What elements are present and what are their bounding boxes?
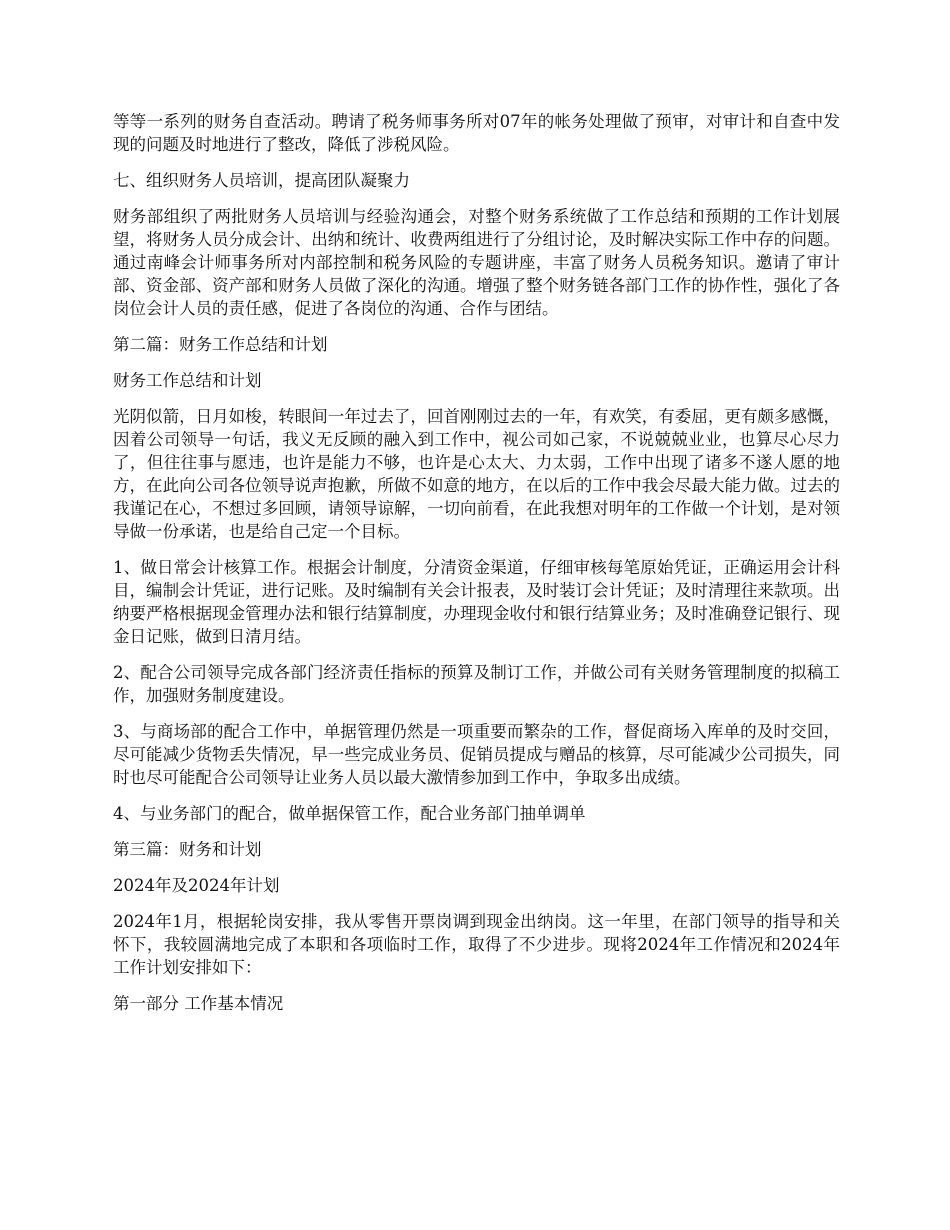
paragraph-item-2: 2、配合公司领导完成各部门经济责任指标的预算及制订工作，并做公司有关财务管理制度的拟稿工作，加强财务制度建设。 xyxy=(113,663,840,705)
paragraph-item-4: 4、与业务部门的配合，做单据保管工作，配合业务部门抽单调单 xyxy=(113,804,586,823)
paragraph-item-1: 1、做日常会计核算工作。根据会计制度，分清资金渠道，仔细审核每笔原始凭证，正确运用会计科目，编制会计凭证，进行记账。及时编制有关会计报表，及时装订会计凭证；及时清理往来款项。出纳要严格根据现金管理办法和银行结算制度，办理现金收付和银行结算业务；及时准确登记银行、现金日记账，做到日清月结。 xyxy=(113,558,840,646)
paragraph-self-audit: 等等一系列的财务自查活动。聘请了税务师事务所对07年的帐务处理做了预审，对审计和自查中发现的问题及时地进行了整改，降低了涉税风险。 xyxy=(113,112,840,154)
heading-part-two: 第二篇：财务工作总结和计划 xyxy=(113,335,328,354)
heading-part-one-basic: 第一部分 工作基本情况 xyxy=(113,994,284,1013)
document-body xyxy=(113,110,840,1028)
heading-section-seven: 七、组织财务人员培训，提高团队凝聚力 xyxy=(113,171,410,190)
paragraph-training: 财务部组织了两批财务人员培训与经验沟通会，对整个财务系统做了工作总结和预期的工作计划展望，将财务人员分成会计、出纳和统计、收费两组进行了分组讨论，及时解决实际工作中存的问题。通过南峰会计师事务所对内部控制和税务风险的专题讲座，丰富了财务人员税务知识。邀请了审计部、资金部、资产部和财务人员做了深化的沟通。增强了整个财务链各部门工作的协作性，强化了各岗位会计人员的责任感，促进了各岗位的沟通、合作与团结。 xyxy=(113,207,840,318)
paragraph-intro: 2024年1月，根据轮岗安排，我从零售开票岗调到现金出纳岗。这一年里，在部门领导的指导和关怀下，我较圆满地完成了本职和各项临时工作，取得了不少进步。现将2024年工作情况和2024年工作计划安排如下： xyxy=(113,912,840,977)
subtitle-summary-plan: 财务工作总结和计划 xyxy=(113,371,262,390)
heading-part-three: 第三篇：财务和计划 xyxy=(113,840,262,859)
paragraph-item-3: 3、与商场部的配合工作中，单据管理仍然是一项重要而繁杂的工作，督促商场入库单的及时交回，尽可能减少货物丢失情况，早一些完成业务员、促销员提成与赠品的核算，尽可能减少公司损失，同时也尽可能配合公司领导让业务人员以最大激情参加到工作中，争取多出成绩。 xyxy=(113,722,840,787)
paragraph-reflection: 光阴似箭，日月如梭，转眼间一年过去了，回首刚刚过去的一年，有欢笑，有委屈，更有颇多感慨，因着公司领导一句话，我义无反顾的融入到工作中，视公司如己家，不说兢兢业业，也算尽心尽力了，但往往事与愿违，也许是能力不够，也许是心太大、力太弱，工作中出现了诸多不遂人愿的地方，在此向公司各位领导说声抱歉，所做不如意的地方，在以后的工作中我会尽最大能力做。过去的我谨记在心，不想过多回顾，请领导谅解，一切向前看，在此我想对明年的工作做一个计划，是对领导做一份承诺，也是给自己定一个目标。 xyxy=(113,407,840,541)
subtitle-year-plan: 2024年及2024年计划 xyxy=(113,876,280,895)
